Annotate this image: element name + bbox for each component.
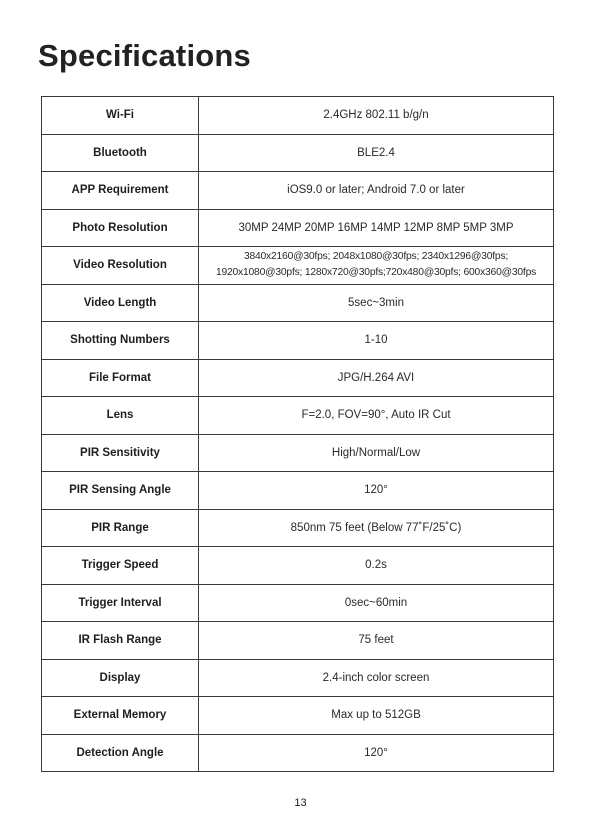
spec-label: Trigger Interval [42, 584, 199, 622]
spec-value-line: 0sec~60min [344, 596, 408, 609]
spec-value-line: 3840x2160@30fps; 2048x1080@30fps; 2340x1296@30fps; [243, 251, 509, 263]
spec-value-line: 120° [364, 484, 388, 497]
spec-row [42, 284, 554, 322]
spec-value-line: High/Normal/Low [331, 446, 421, 459]
spec-label: Detection Angle [42, 734, 199, 772]
spec-value [199, 472, 554, 510]
spec-value-line: F=2.0, FOV=90°, Auto IR Cut [301, 409, 451, 422]
spec-value [199, 359, 554, 397]
spec-label: File Format [42, 359, 199, 397]
spec-label: PIR Sensing Angle [42, 472, 199, 510]
spec-value-line: JPG/H.264 AVI [337, 371, 415, 384]
spec-value [199, 397, 554, 435]
spec-row [42, 547, 554, 585]
spec-label: PIR Sensitivity [42, 434, 199, 472]
spec-value-line: BLE2.4 [357, 146, 395, 159]
spec-row [42, 659, 554, 697]
spec-value-line: Max up to 512GB [331, 709, 421, 722]
spec-label: IR Flash Range [42, 622, 199, 660]
spec-row [42, 434, 554, 472]
spec-value [199, 322, 554, 360]
spec-row [42, 97, 554, 135]
spec-value [199, 622, 554, 660]
specifications-table-body [42, 97, 554, 772]
spec-value [199, 284, 554, 322]
spec-value [199, 172, 554, 210]
spec-value-line: 120° [364, 746, 388, 759]
spec-row [42, 209, 554, 247]
spec-value [199, 247, 554, 285]
spec-value [199, 734, 554, 772]
spec-value-line: 30MP 24MP 20MP 16MP 14MP 12MP 8MP 5MP 3MP [238, 221, 514, 234]
spec-value-line: 850nm 75 feet (Below 77˚F/25˚C) [290, 521, 462, 534]
spec-row [42, 734, 554, 772]
spec-value [199, 697, 554, 735]
spec-value [199, 134, 554, 172]
spec-label: Trigger Speed [42, 547, 199, 585]
spec-value-line: 2.4GHz 802.11 b/g/n [323, 109, 429, 122]
spec-label: Shotting Numbers [42, 322, 199, 360]
spec-value [199, 97, 554, 135]
spec-label: Display [42, 659, 199, 697]
spec-label: Bluetooth [42, 134, 199, 172]
spec-row [42, 584, 554, 622]
spec-row [42, 622, 554, 660]
spec-label: PIR Range [42, 509, 199, 547]
spec-value [199, 659, 554, 697]
spec-row [42, 247, 554, 285]
spec-row [42, 172, 554, 210]
spec-row [42, 397, 554, 435]
spec-value [199, 209, 554, 247]
spec-value [199, 509, 554, 547]
spec-row [42, 697, 554, 735]
spec-label: Wi-Fi [42, 97, 199, 135]
page-title: Specifications [38, 38, 251, 73]
spec-value-line: 2.4-inch color screen [322, 671, 430, 684]
spec-value-line: 5sec~3min [348, 296, 404, 309]
spec-label: Video Length [42, 284, 199, 322]
spec-label: External Memory [42, 697, 199, 735]
spec-value-line: 1-10 [364, 334, 388, 347]
spec-row [42, 472, 554, 510]
spec-label: Photo Resolution [42, 209, 199, 247]
spec-label: Video Resolution [42, 247, 199, 285]
spec-value [199, 584, 554, 622]
spec-label: Lens [42, 397, 199, 435]
spec-value [199, 434, 554, 472]
spec-row [42, 509, 554, 547]
spec-row [42, 322, 554, 360]
spec-label: APP Requirement [42, 172, 199, 210]
spec-value-line: 75 feet [358, 634, 394, 647]
spec-row [42, 359, 554, 397]
spec-value-line: iOS9.0 or later; Android 7.0 or later [287, 184, 465, 197]
spec-value-line: 1920x1080@30pfs; 1280x720@30pfs;720x480@30pfs; 600x360@30fps [215, 267, 537, 279]
spec-value [199, 547, 554, 585]
spec-row [42, 134, 554, 172]
spec-value-line: 0.2s [365, 559, 387, 572]
specifications-table [41, 96, 554, 772]
page-number: 13 [294, 797, 307, 809]
